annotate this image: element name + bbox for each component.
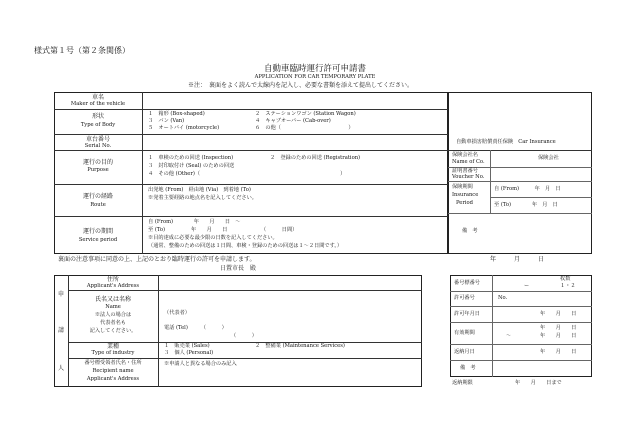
purpose-option[interactable]: ４ その他 (Other)（ ） xyxy=(148,171,346,177)
purpose-en: Purpose xyxy=(87,167,109,173)
tel-field-2[interactable]: （ ） xyxy=(231,333,257,339)
ins-from[interactable]: 自 (From) 年 月 日 xyxy=(494,186,561,192)
route-en: Route xyxy=(90,202,106,208)
deadline-label: 返納期限 xyxy=(452,380,473,386)
ins-period-label: 保険期間 xyxy=(452,184,473,190)
return-date-value: 年 月 日 xyxy=(540,349,577,355)
corp-note: ※法人の場合は xyxy=(94,312,132,318)
valid-from: 年 月 日 xyxy=(540,325,577,331)
car-name-en: Maker of the vehicle xyxy=(70,101,126,107)
form-title-en: APPLICATION FOR CAR TEMPORARY PLATE xyxy=(254,74,376,80)
insurance-remarks: 備 考 xyxy=(462,228,478,234)
valid-period-label: 有効期間 xyxy=(454,330,475,336)
route-note: ※発着主要経路の地点名を記入してください。 xyxy=(148,195,257,201)
body-option[interactable]: ４ キャブオーバー (Cab-over) xyxy=(255,118,331,124)
sheets-value: １・２ xyxy=(560,283,576,289)
body-option[interactable]: １ 箱形 (Box-shaped) xyxy=(148,111,205,117)
purpose-option[interactable]: ２ 登録のための回送 (Registration) xyxy=(270,155,361,161)
purpose-option[interactable]: １ 車検のための回送 (Inspection) xyxy=(148,155,234,161)
ins-to[interactable]: 至 (To) 年 月 日 xyxy=(494,202,558,208)
tel-field[interactable]: 電話 (Tel) （ ） xyxy=(164,325,227,331)
period-label: 運行の期間 xyxy=(82,228,113,235)
recipient-label: 番号標受領者氏名・住所 xyxy=(84,360,142,366)
industry-option[interactable]: １ 販売業 (Sales) xyxy=(164,343,210,349)
body-option[interactable]: ３ バン (Van) xyxy=(148,118,185,124)
purpose-option[interactable]: ３ 封印取付け (Seal) のための回送 xyxy=(148,163,235,169)
industry-label: 業種 xyxy=(106,343,119,350)
ins-period-en: Period xyxy=(456,200,473,206)
voucher-label: 証明書番号 xyxy=(452,168,478,174)
insurance-company-label: 保険会社名 xyxy=(452,152,478,158)
recipient-en: Recipient name xyxy=(92,368,134,374)
period-note: （通常、整備のための回送は１日間、車検・登録のための回送は１〜２日間です。） xyxy=(148,243,343,249)
corp-note: 記入してください。 xyxy=(89,328,137,334)
industry-en: Type of industry xyxy=(91,350,135,356)
addressee: 日置市長 殿 xyxy=(220,265,257,272)
address-en: Applicant's Address xyxy=(86,283,140,289)
recipient-en: Applicant's Address xyxy=(86,376,140,382)
address-label: 住所 xyxy=(106,276,119,283)
applicant-vertical-char: 請 xyxy=(58,327,65,334)
serial-label: 車台番号 xyxy=(85,136,110,143)
car-name-label: 車名 xyxy=(91,94,104,101)
serial-en: Serial No. xyxy=(84,143,112,149)
period-to[interactable]: 至 (To) 年 月 日 （ 日間） xyxy=(148,227,298,233)
sheets-label: 枚数 xyxy=(560,276,571,282)
deadline-value: 年 月 日まで xyxy=(515,380,562,386)
purpose-label: 運行の目的 xyxy=(82,159,113,166)
plate-dash: ー xyxy=(524,283,530,289)
form-note: ※注： 裏面をよく読んで太線内を記入し、必要な書類を添えて提出してください。 xyxy=(188,82,414,89)
office-remarks: 備 考 xyxy=(460,365,476,371)
industry-option[interactable]: ３ 個人 (Personal) xyxy=(164,350,214,356)
permit-number-value: No. xyxy=(498,295,508,301)
name-label: 氏名又は名称 xyxy=(94,296,131,303)
form-title: 自動車臨時運行許可申請書 xyxy=(263,64,366,74)
body-type-label: 形状 xyxy=(91,113,104,120)
route-label: 運行の経路 xyxy=(82,193,113,200)
permit-date-value: 年 月 日 xyxy=(540,311,577,317)
body-option[interactable]: ２ ステーションワゴン (Station Wagon) xyxy=(255,111,356,117)
voucher-en: Voucher No. xyxy=(452,174,485,180)
form-number: 様式第１号（第２条関係） xyxy=(34,46,130,55)
period-note: ※目的達成に必要な最少限の日数を記入してください。 xyxy=(148,235,278,241)
representative-label: （代表者） xyxy=(164,310,190,316)
valid-to: 年 月 日 xyxy=(540,333,577,339)
return-date-label: 返納月日 xyxy=(454,349,475,355)
permit-date-label: 許可年月日 xyxy=(454,311,480,317)
name-en: Name xyxy=(105,304,121,310)
applicant-vertical-char: 人 xyxy=(58,365,65,372)
insurance-company-suffix: 保険会社 xyxy=(538,155,559,161)
insurance-header: 自動車損害賠償責任保険 Car Insurance xyxy=(456,139,556,145)
recipient-note: ※申請人と異なる場合のみ記入 xyxy=(164,361,237,367)
period-en: Service period xyxy=(78,237,118,243)
permit-number-label: 許可番号 xyxy=(454,295,475,301)
body-option[interactable]: ６ の他（ ） xyxy=(255,125,354,131)
ins-period-en: Insurance xyxy=(452,192,479,198)
application-date[interactable]: 年 月 日 xyxy=(490,256,545,263)
applicant-vertical-char: 申 xyxy=(58,291,65,298)
route-line: 出発地 (From) 経由地 (Via) 到着地 (To) xyxy=(148,187,251,193)
body-option[interactable]: ５ オートバイ (motorcycle) xyxy=(148,125,220,131)
period-from[interactable]: 自 (From) 年 月 日 〜 xyxy=(148,219,241,225)
agreement-text: 裏面の注意事項に同意の上、上記のとおり臨時運行の許可を申請します。 xyxy=(58,256,256,263)
industry-option[interactable]: ２ 整備業 (Maintenance Services) xyxy=(255,343,345,349)
valid-tilde: 〜 xyxy=(506,333,512,339)
insurance-company-en: Name of Co. xyxy=(452,159,485,165)
body-type-en: Type of Body xyxy=(80,122,116,128)
corp-note: 代表者名も xyxy=(100,320,126,326)
plate-number-label: 番号標番号 xyxy=(454,280,480,286)
